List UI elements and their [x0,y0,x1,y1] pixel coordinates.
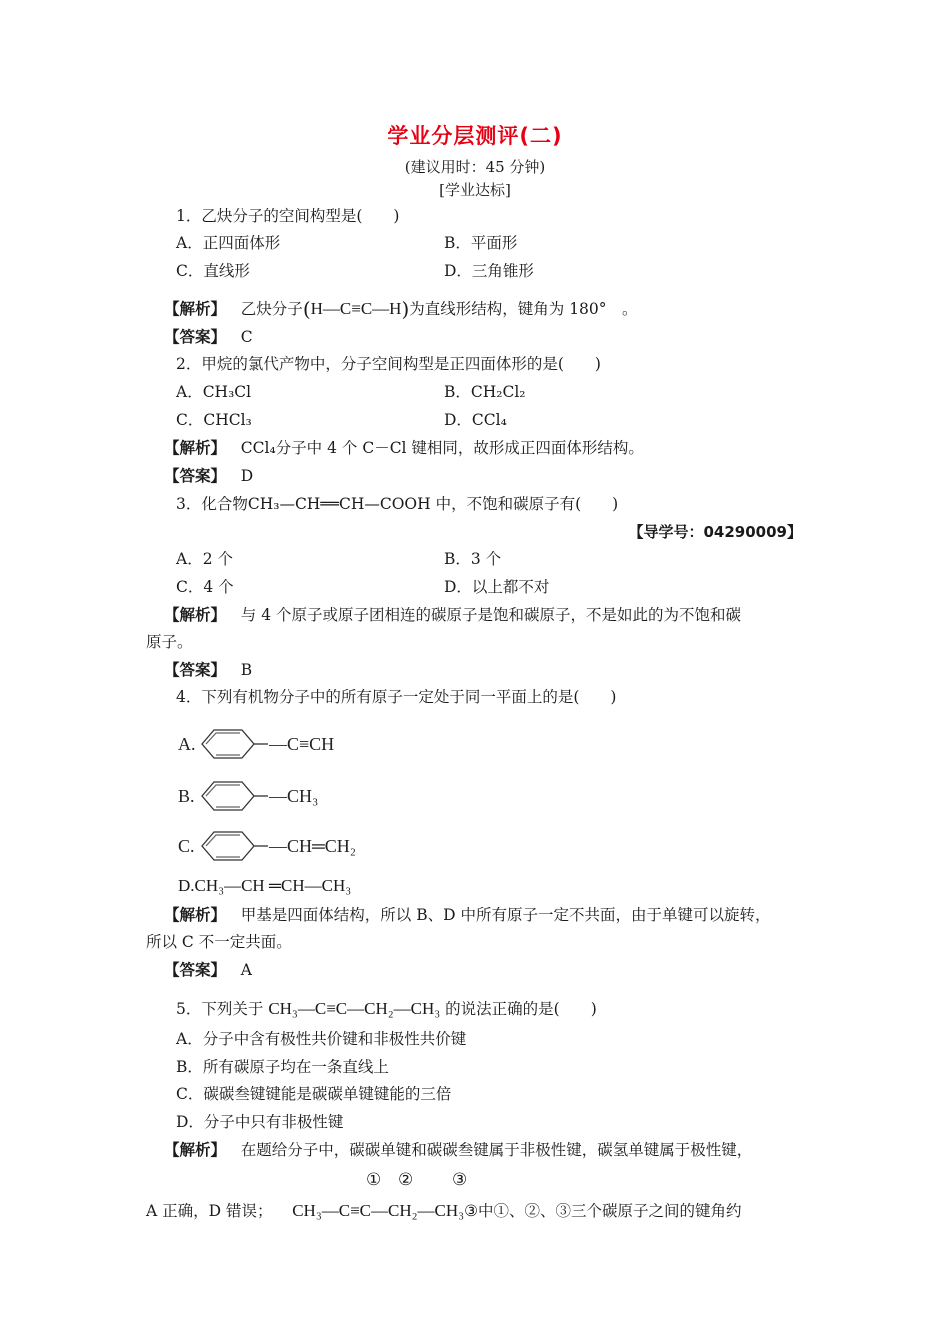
q5-numbered-formula: CH₃—C≡C—CH₂—CH₃ [292,1201,465,1220]
analysis-label: 【解析】 [164,906,227,924]
q3-answer [164,659,252,681]
q5-analysis-text: 在题给分子中，碳碳单键和碳碳叁键属于非极性键，碳氢单键属于极性键， [240,1141,753,1159]
q5-option-d: D．分子中只有非极性键 [176,1113,344,1131]
q3-option-c: C．4 个 [176,578,234,596]
analysis-label: 【解析】 [164,439,227,457]
q1-option-b: B．平面形 [444,234,518,252]
q4-option-d-formula: CH₃—CH ═CH—CH₃ [194,876,352,895]
q4-option-d-label: D. [178,876,195,895]
q4-answer [164,959,252,981]
q3-analysis-line2: 原子。 [146,633,193,651]
q5-analysis-line2-post: ③中①、②、③三个碳原子之间的键角约 [464,1202,742,1220]
q3-analysis-text: 与 4 个原子或原子团相连的碳原子是饱和碳原子，不是如此的为不饱和碳 [240,606,742,624]
q4-option-d [178,875,351,897]
q3-option-b: B．3 个 [444,550,502,568]
q1-analysis-post: 为直线形结构，键角为 180° 。 [409,300,638,318]
q4-option-c-substituent: —CH═CH₂ [269,836,357,856]
q4-answer-value: A [240,961,252,979]
answer-label: 【答案】 [164,961,227,979]
q5-analysis-line1 [164,1139,752,1161]
q4-option-b-substituent: —CH₃ [269,786,319,806]
analysis-label: 【解析】 [164,300,227,318]
analysis-label: 【解析】 [164,606,227,624]
q4-option-c-label: C. [178,836,195,856]
section-heading: [学业达标] [439,181,511,199]
q2-answer-value: D [240,467,254,485]
q1-answer-value: C [240,328,253,346]
page-title: 学业分层测评(二) [387,124,563,148]
benzene-ring-icon [202,782,268,810]
q5-analysis-line2-pre: A 正确，D 错误； [146,1202,273,1220]
q4-structures [176,718,376,878]
q4-option-a-substituent: —C≡CH [269,734,335,754]
q2-answer [164,465,253,487]
q2-option-c: C．CHCl₃ [176,411,252,429]
q2-stem: 2．甲烷的氯代产物中，分子空间构型是正四面体形的是( ) [176,355,601,373]
q2-option-d: D．CCl₄ [444,411,507,429]
q3-guide-number [628,521,802,543]
time-hint: (建议用时：45 分钟) [404,158,546,176]
q4-option-a-label: A. [178,734,196,754]
q5-stem-post: 的说法正确的是( ) [445,1000,597,1018]
q1-answer [164,326,253,348]
q4-analysis-line1 [164,904,770,926]
q5-option-c: C．碳碳叁键键能是碳碳单键键能的三倍 [176,1085,452,1103]
answer-label: 【答案】 [164,328,227,346]
analysis-label: 【解析】 [164,1141,227,1159]
marker-3: ③ [452,1170,468,1190]
q3-option-a: A．2 个 [176,550,233,568]
q3-analysis-line1 [164,604,741,626]
q4-analysis-text: 甲基是四面体结构，所以 B、D 中所有原子一定不共面，由于单键可以旋转， [240,906,771,924]
marker-1: ① [366,1170,382,1190]
q2-analysis-text: CCl₄分子中 4 个 C－Cl 键相同，故形成正四面体形结构。 [240,439,644,457]
q1-analysis-pre: 乙炔分子 [240,300,303,318]
q1-formula: H—C≡C—H [310,299,402,318]
q4-stem: 4．下列有机物分子中的所有原子一定处于同一平面上的是( ) [176,688,617,706]
marker-2: ② [398,1170,414,1190]
q2-option-a: A．CH₃Cl [176,383,252,401]
q5-analysis-line2 [146,1200,742,1222]
answer-label: 【答案】 [164,467,227,485]
q5-option-a: A．分子中含有极性共价键和非极性共价键 [176,1030,467,1048]
q3-stem: 3．化合物CH₃—CH══CH—COOH 中，不饱和碳原子有( ) [176,495,619,513]
guide-number: 04290009 [703,523,787,541]
guide-prefix: 【导学号： [628,523,704,541]
answer-label: 【答案】 [164,661,227,679]
q1-option-d: D．三角锥形 [444,262,534,280]
q2-option-b: B．CH₂Cl₂ [444,383,526,401]
q3-option-d: D．以上都不对 [444,578,550,596]
q3-answer-value: B [240,661,253,679]
q4-option-b-label: B. [178,786,195,806]
q2-analysis [164,437,644,459]
q5-stem [176,998,597,1020]
benzene-ring-icon [202,832,268,860]
q4-analysis-line2: 所以 C 不一定共面。 [146,933,292,951]
q1-option-c: C．直线形 [176,262,250,280]
q5-option-b: B．所有碳原子均在一条直线上 [176,1058,389,1076]
q1-option-a: A．正四面体形 [176,234,281,252]
q1-stem: 1．乙炔分子的空间构型是( ) [176,207,400,225]
q5-stem-pre: 5．下列关于 [176,1000,264,1018]
q1-analysis: 【解析】 乙炔分子(H—C≡C—H)为直线形结构，键角为 180° 。 [164,297,638,321]
q5-formula: CH₃—C≡C—CH₂—CH₃ [268,999,441,1018]
guide-suffix: 】 [786,523,802,541]
benzene-ring-icon [202,730,268,758]
